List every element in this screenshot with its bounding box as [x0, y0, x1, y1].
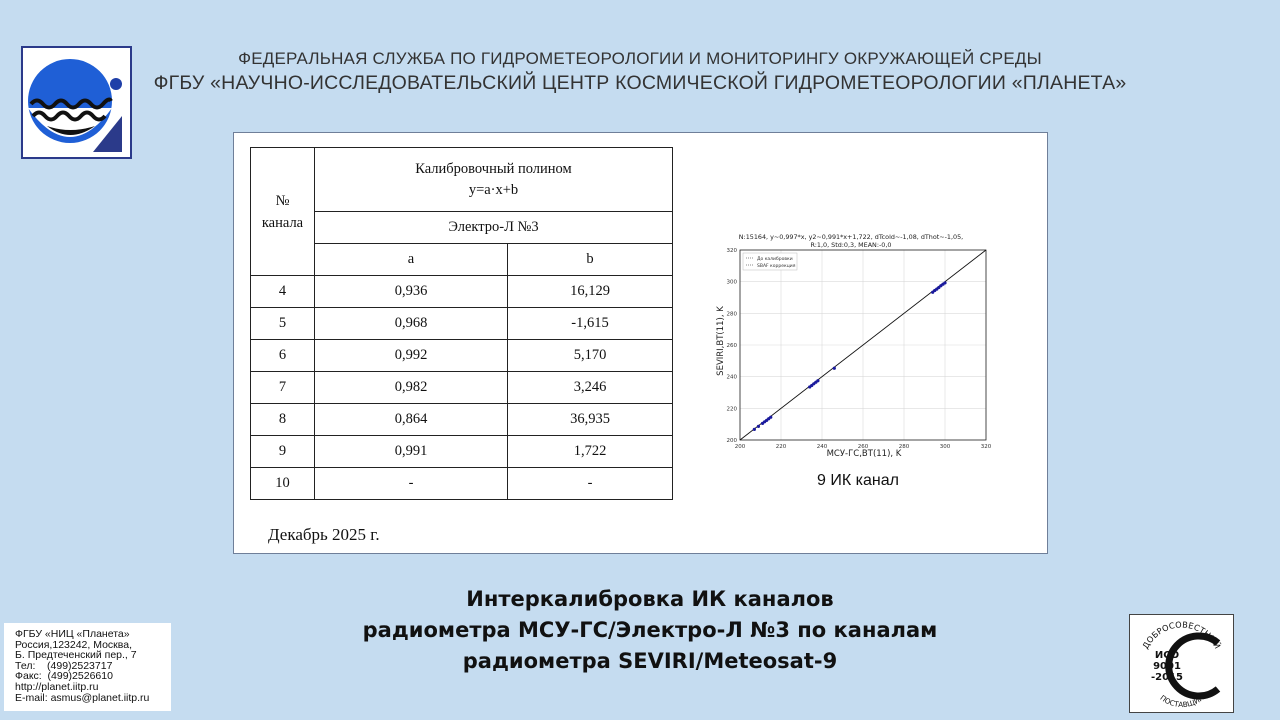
chart-legend — [743, 253, 797, 270]
badge-bottom-text: ПОСТАВЩИК — [1158, 693, 1206, 710]
b-cell: 1,722 — [508, 436, 673, 468]
data-point — [769, 416, 772, 419]
iso-line-3: -2015 — [1151, 672, 1183, 683]
a-cell: 0,968 — [315, 308, 508, 340]
title-line-1: Интеркалибровка ИК каналов — [466, 587, 834, 611]
iso-badge-icon — [1130, 615, 1233, 712]
data-point — [943, 281, 946, 284]
table-row — [251, 372, 673, 404]
a-cell: 0,936 — [315, 276, 508, 308]
contact-line[interactable]: http://planet.iitp.ru — [15, 680, 99, 693]
a-cell: - — [315, 468, 508, 500]
contact-line: Факс: (499)2526610 — [15, 670, 113, 683]
legend-label-2: SBAF коррекция — [757, 264, 796, 269]
channel-cell: 6 — [251, 340, 315, 372]
channel-cell: 5 — [251, 308, 315, 340]
b-cell: 3,246 — [508, 372, 673, 404]
legend-label-1: До калибровки — [757, 257, 793, 262]
a-cell: 0,864 — [315, 404, 508, 436]
channel-header-cell — [251, 148, 315, 276]
contact-info — [4, 623, 171, 711]
data-point — [757, 425, 760, 428]
channel-header: № канала — [261, 192, 304, 231]
chart-svg — [704, 229, 994, 464]
organization-header — [135, 48, 1145, 96]
data-point — [816, 379, 819, 382]
b-cell: 16,129 — [508, 276, 673, 308]
table-row — [251, 436, 673, 468]
scatter-chart — [704, 229, 994, 464]
x-tick-label: 280 — [898, 444, 910, 450]
poly-title: Калибровочный полином — [415, 160, 572, 177]
contact-line: Б. Предтеченский пер., 7 — [15, 649, 137, 662]
poly-formula: y=a·x+b — [468, 181, 519, 198]
y-tick-label: 320 — [726, 248, 737, 254]
y-tick-label: 200 — [726, 438, 737, 444]
title-line-2: радиометра МСУ-ГС/Электро-Л №3 по каналам — [362, 618, 938, 642]
a-cell: 0,992 — [315, 340, 508, 372]
a-cell: 0,982 — [315, 372, 508, 404]
col-a-header: a — [315, 244, 508, 276]
table-row — [251, 308, 673, 340]
iso-line-1: ИСО — [1154, 650, 1180, 661]
x-tick-label: 220 — [775, 444, 787, 450]
x-tick-label: 260 — [857, 444, 869, 450]
data-point — [833, 367, 836, 370]
iso-badge — [1129, 614, 1234, 713]
satellite-header: Электро-Л №3 — [315, 212, 673, 244]
calibration-table — [250, 147, 673, 500]
contact-line: Тел: (499)2523717 — [15, 659, 113, 672]
col-b-header: b — [508, 244, 673, 276]
title-line-3: радиометра SEVIRI/Meteosat-9 — [462, 649, 838, 673]
y-tick-label: 260 — [726, 343, 737, 349]
b-cell: -1,615 — [508, 308, 673, 340]
channel-cell: 10 — [251, 468, 315, 500]
channel-cell: 4 — [251, 276, 315, 308]
ministry-title: ФЕДЕРАЛЬНАЯ СЛУЖБА ПО ГИДРОМЕТЕОРОЛОГИИ И МОНИТОРИНГУ ОКРУЖАЮЩЕЙ СРЕДЫ — [238, 49, 1042, 68]
table-row — [251, 468, 673, 500]
channel-cell: 7 — [251, 372, 315, 404]
channel-cell: 8 — [251, 404, 315, 436]
chart-title-line1: N:15164, y~0,997*x, y2~0,991*x+1,722, dTcold~-1,08, dThot~-1,05, — [738, 233, 964, 241]
a-cell: 0,991 — [315, 436, 508, 468]
center-title: ФГБУ «НАУЧНО-ИССЛЕДОВАТЕЛЬСКИЙ ЦЕНТР КОСМИЧЕСКОЙ ГИДРОМЕТЕОРОЛОГИИ «ПЛАНЕТА» — [153, 72, 1127, 94]
organization-logo — [21, 46, 132, 159]
y-tick-label: 220 — [726, 406, 737, 413]
x-tick-label: 200 — [734, 444, 746, 450]
x-tick-label: 320 — [980, 444, 992, 450]
y-tick-label: 240 — [726, 374, 737, 381]
y-axis-label: SEVIRI,BT(11), K — [716, 306, 726, 376]
b-cell: 5,170 — [508, 340, 673, 372]
table-row — [251, 404, 673, 436]
poly-header-cell — [315, 148, 673, 212]
data-point — [753, 428, 756, 431]
content-panel — [233, 132, 1048, 554]
b-cell: - — [508, 468, 673, 500]
iso-line-2: 9001 — [1153, 661, 1181, 672]
y-tick-label: 280 — [726, 311, 737, 318]
logo-emblem-icon — [23, 48, 130, 157]
chart-title-line2: R:1,0, Std:0,3, MEAN:-0,0 — [810, 241, 892, 249]
contact-line: Россия,123242, Москва, — [15, 638, 132, 651]
table-row — [251, 340, 673, 372]
date-footnote: Декабрь 2025 г. — [268, 525, 380, 544]
contact-line[interactable]: E-mail: asmus@planet.iitp.ru — [15, 691, 150, 704]
chart-caption: 9 ИК канал — [817, 472, 899, 489]
x-tick-label: 300 — [939, 444, 951, 450]
x-tick-label: 240 — [816, 444, 828, 450]
y-tick-label: 300 — [726, 279, 737, 286]
b-cell: 36,935 — [508, 404, 673, 436]
slide-title — [290, 584, 1010, 677]
badge-top-text: ДОБРОСОВЕСТНЫЙ — [1140, 619, 1223, 651]
x-axis-label: МСУ-ГС,BT(11), K — [826, 449, 902, 459]
channel-cell: 9 — [251, 436, 315, 468]
contact-line: ФГБУ «НИЦ «Планета» — [15, 628, 130, 640]
table-row — [251, 276, 673, 308]
